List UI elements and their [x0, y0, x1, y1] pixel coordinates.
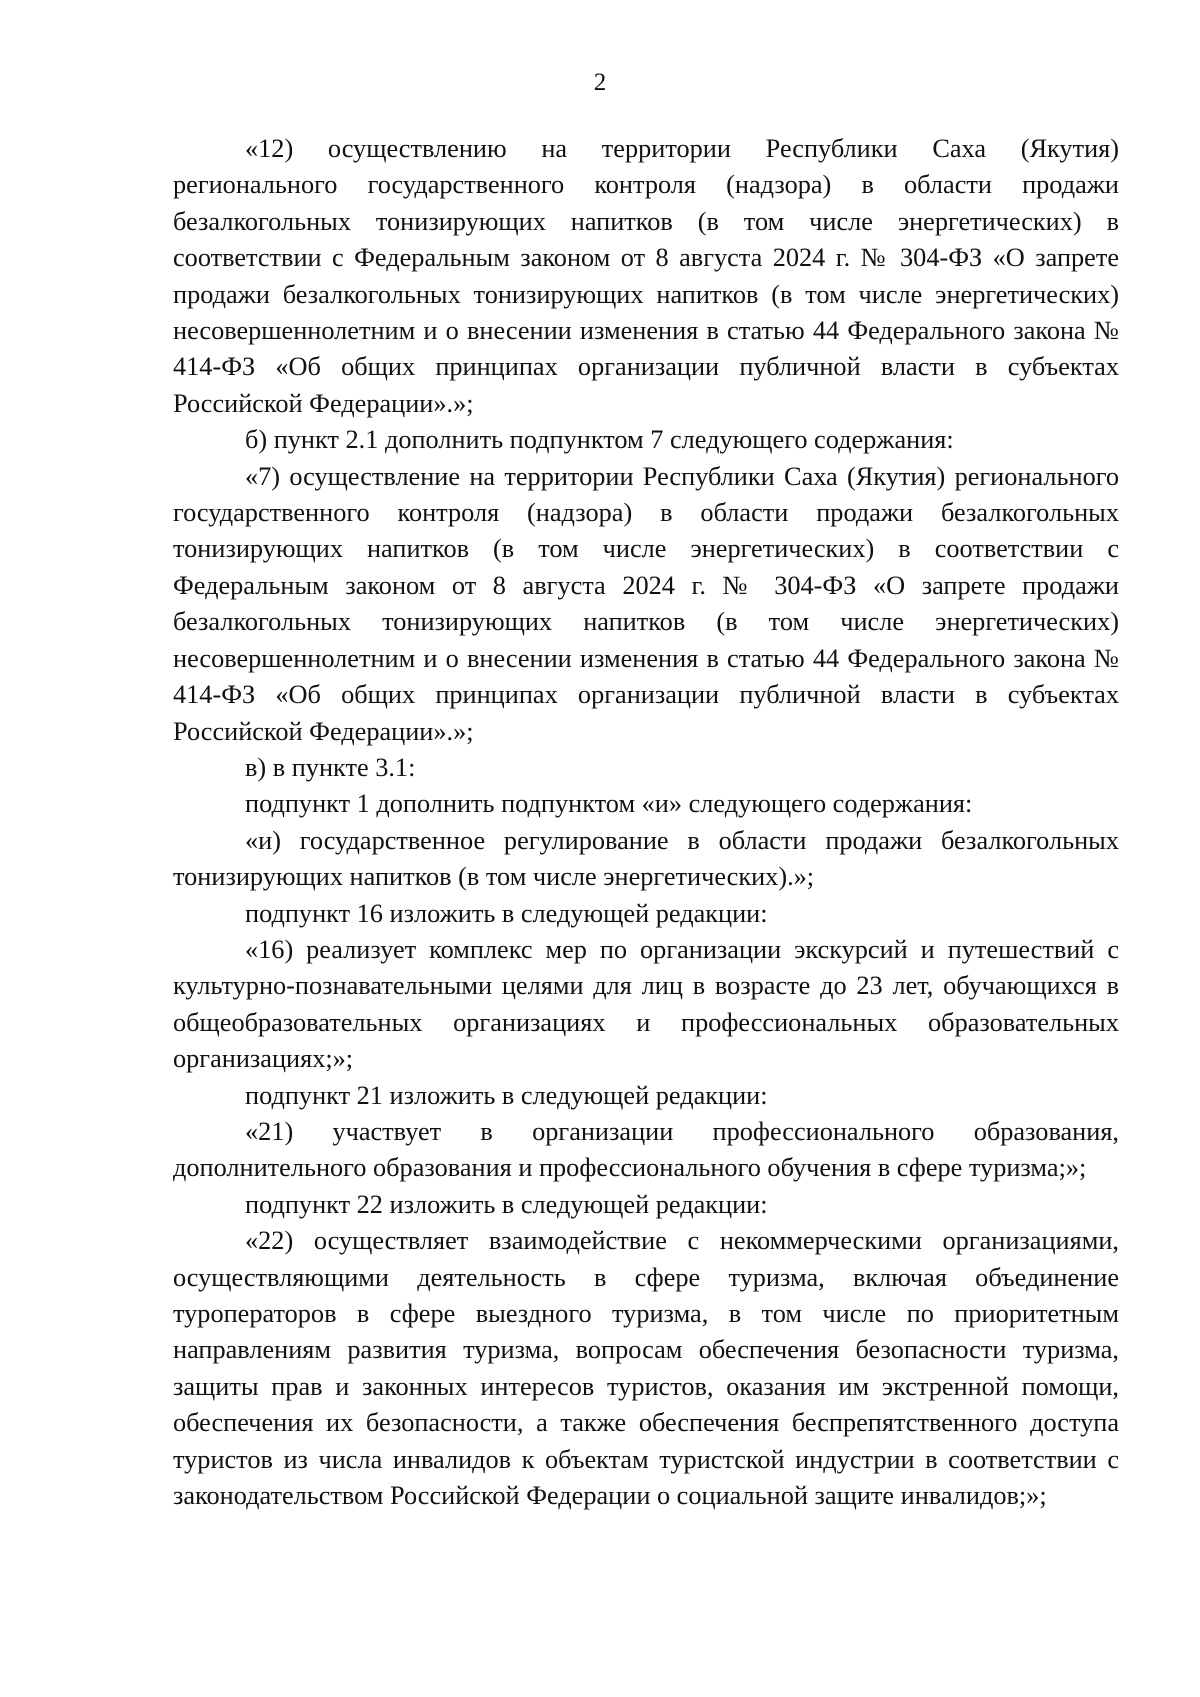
- page-number: 2: [593, 69, 607, 96]
- paragraph-subitem-21-heading: подпункт 21 изложить в следующей редакции:: [245, 1080, 768, 1110]
- paragraph-item-22: «22) осуществляет взаимодействие с некоммерческими организациями, осуществляющими деятельность в сфере туризма, включая объединение туроператоров в сфере выездного туризма, в том числе по приоритетным направлениям развития туризма, вопросам обеспечения безопасности туризма, защиты прав и законных интересов туристов, оказания им экстренной помощи, обеспечения их безопасности, а также обеспечения беспрепятственного доступа туристов из числа инвалидов к объектам туристской индустрии в соответствии с законодательством Российской Федерации о социальной защите инвалидов;»;: [173, 1226, 1119, 1511]
- paragraph-amendment-v: в) в пункте 3.1:: [245, 752, 416, 782]
- paragraph-subitem-1: подпункт 1 дополнить подпунктом «и» следующего содержания:: [245, 789, 973, 819]
- paragraph-item-16: «16) реализует комплекс мер по организации экскурсий и путешествий с культурно-познавательными целями для лиц в возрасте до 23 лет, обучающихся в общеобразовательных организациях и профессиональных образовательных организациях;»;: [173, 934, 1119, 1074]
- document-body: [173, 131, 1119, 1514]
- paragraph-subitem-22-heading: подпункт 22 изложить в следующей редакции:: [245, 1189, 768, 1219]
- paragraph-item-i: «и) государственное регулирование в области продажи безалкогольных тонизирующих напитков (в том числе энергетических).»;: [173, 825, 1119, 892]
- paragraph-item-21: «21) участвует в организации профессионального образования, дополнительного образования и профессионального обучения в сфере туризма;»;: [173, 1116, 1119, 1183]
- paragraph-item-7: «7) осуществление на территории Республики Саха (Якутия) регионального государственного контроля (надзора) в области продажи безалкогольных тонизирующих напитков (в том числе энергетических) в соответствии с Федеральным законом от 8 августа 2024 г. № 304-ФЗ «О запрете продажи безалкогольных тонизирующих напитков (в том числе энергетических) несовершеннолетним и о внесении изменения в статью 44 Федерального закона № 414-ФЗ «Об общих принципах организации публичной власти в субъектах Российской Федерации».»;: [173, 461, 1119, 746]
- paragraph-subitem-16-heading: подпункт 16 изложить в следующей редакции:: [245, 898, 768, 928]
- paragraph-amendment-b: б) пункт 2.1 дополнить подпунктом 7 следующего содержания:: [245, 425, 954, 455]
- paragraph-item-12: «12) осуществлению на территории Республики Саха (Якутия) регионального государственного контроля (надзора) в области продажи безалкогольных тонизирующих напитков (в том числе энергетических) в соответствии с Федеральным законом от 8 августа 2024 г. № 304-ФЗ «О запрете продажи безалкогольных тонизирующих напитков (в том числе энергетических) несовершеннолетним и о внесении изменения в статью 44 Федерального закона № 414-ФЗ «Об общих принципах организации публичной власти в субъектах Российской Федерации».»;: [173, 134, 1119, 418]
